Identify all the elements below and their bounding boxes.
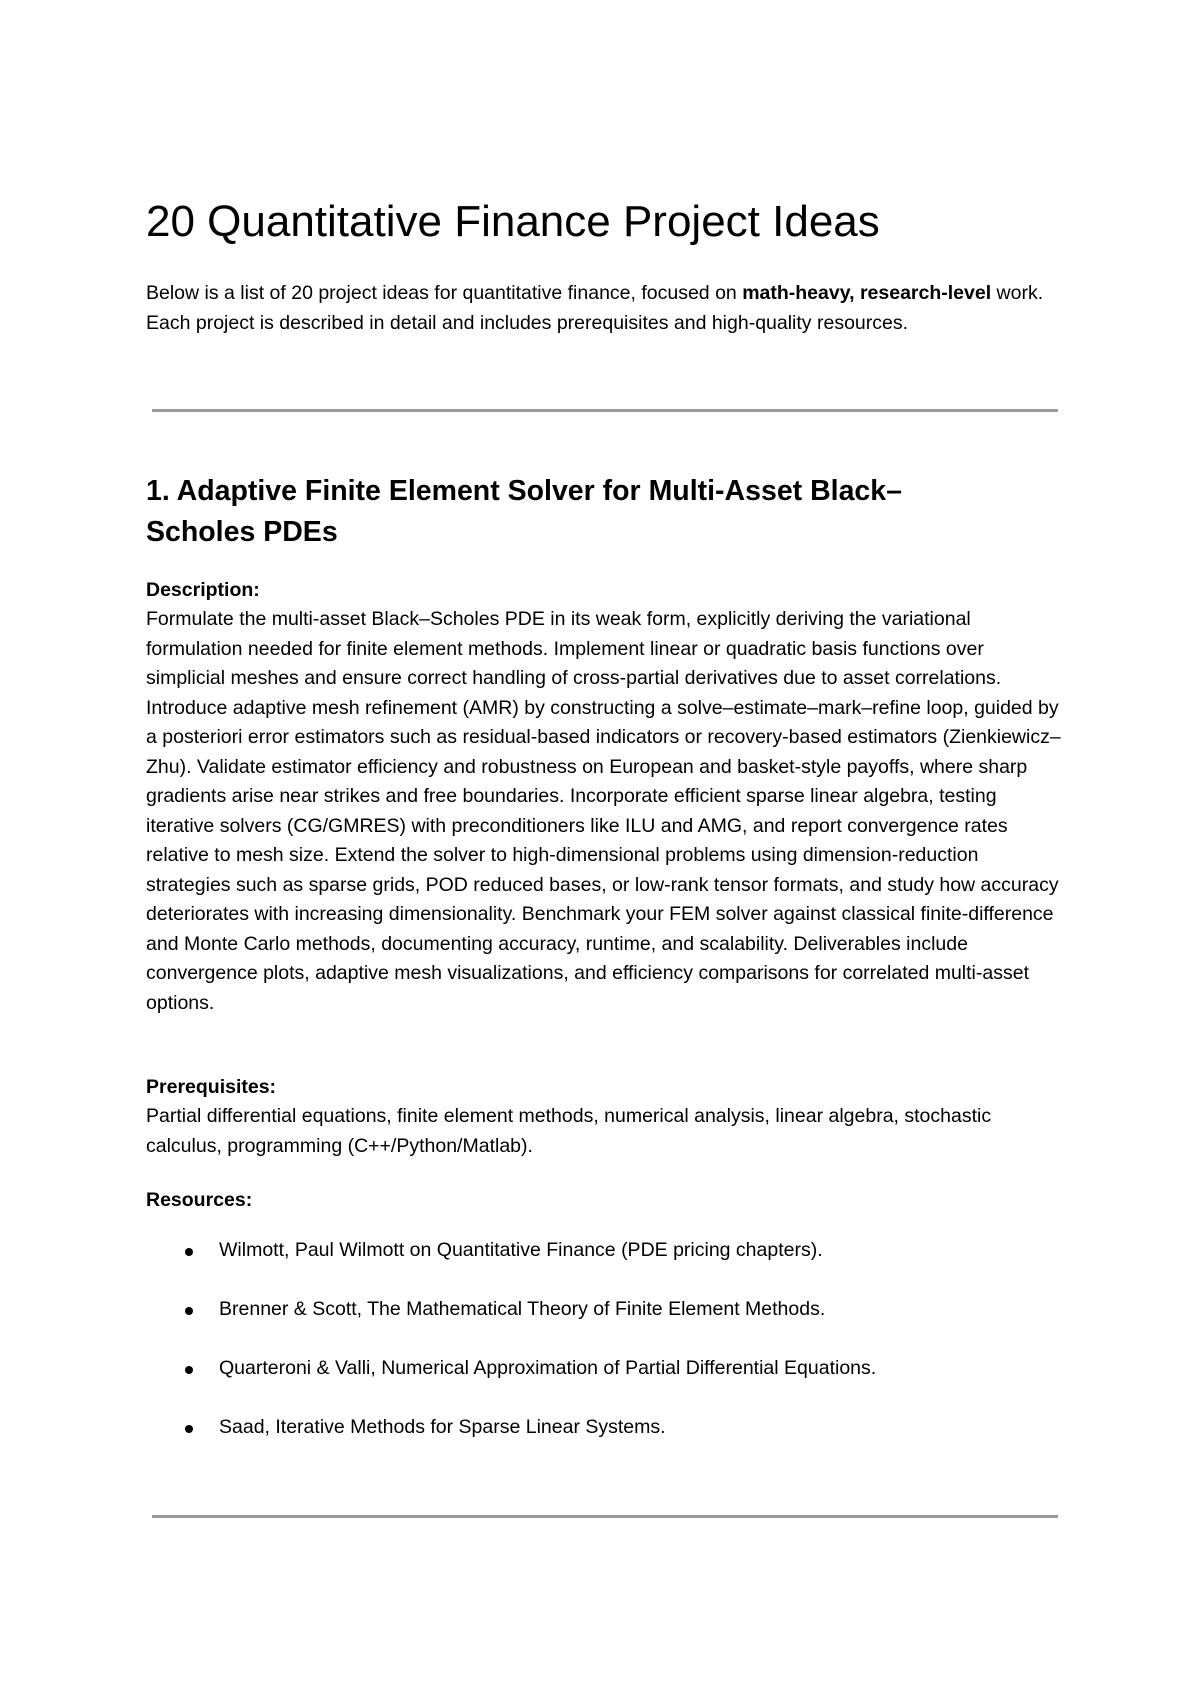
prerequisites-label: Prerequisites: — [146, 1076, 277, 1098]
prerequisites-text: Partial differential equations, finite element methods, numerical analysis, linear algebra, stochastic calculus, programming (C++/Python/Matlab). — [146, 1105, 992, 1157]
bullet-icon — [185, 1366, 193, 1374]
resources-list — [146, 1236, 1066, 1472]
horizontal-divider — [152, 409, 1058, 412]
project-heading: 1. Adaptive Finite Element Solver for Multi-Asset Black–Scholes PDEs — [146, 475, 902, 548]
list-item — [146, 1354, 1066, 1413]
resource-text: Saad, Iterative Methods for Sparse Linear Systems. — [219, 1416, 666, 1438]
resource-text: Wilmott, Paul Wilmott on Quantitative Finance (PDE pricing chapters). — [219, 1239, 823, 1261]
resource-text: Brenner & Scott, The Mathematical Theory of Finite Element Methods. — [219, 1298, 826, 1320]
resources-label: Resources: — [146, 1189, 253, 1211]
intro-paragraph — [146, 279, 1066, 338]
bullet-icon — [185, 1248, 193, 1256]
intro-text-after: work. Each project is described in detail and includes prerequisites and high-quality resources. — [146, 282, 1044, 334]
horizontal-divider — [152, 1515, 1058, 1518]
description-text: Formulate the multi-asset Black–Scholes PDE in its weak form, explicitly deriving the variational formulation needed for finite element methods. Implement linear or quadratic basis functions over simplicial meshes and ensure correct handling of cross-partial derivatives due to asset correlations. Introduce adaptive mesh refinement (AMR) by constructing a solve–estimate–mark–refine loop, guided by a posteriori error estimators such as residual-based indicators or recovery-based estimators (Zienkiewicz–Zhu). Validate estimator efficiency and robustness on European and basket-style payoffs, where sharp gradients arise near strikes and free boundaries. Incorporate efficient sparse linear algebra, testing iterative solvers (CG/GMRES) with preconditioners like ILU and AMG, and report convergence rates relative to mesh size. Extend the solver to high-dimensional problems using dimension-reduction strategies such as sparse grids, POD reduced bases, or low-rank tensor formats, and study how accuracy deteriorates with increasing dimensionality. Benchmark your FEM solver against classical finite-difference and Monte Carlo methods, documenting accuracy, runtime, and scalability. Deliverables include convergence plots, adaptive mesh visualizations, and efficiency comparisons for correlated multi-asset options. — [146, 608, 1061, 1014]
list-item — [146, 1295, 1066, 1354]
intro-text-before: Below is a list of 20 project ideas for quantitative finance, focused on — [146, 282, 743, 304]
resource-text: Quarteroni & Valli, Numerical Approximation of Partial Differential Equations. — [219, 1357, 877, 1379]
list-item — [146, 1413, 1066, 1472]
intro-text-bold: math-heavy, research-level — [742, 282, 992, 304]
description-label: Description: — [146, 579, 260, 601]
list-item — [146, 1236, 1066, 1295]
bullet-icon — [185, 1425, 193, 1433]
document-title: 20 Quantitative Finance Project Ideas — [146, 197, 880, 246]
bullet-icon — [185, 1307, 193, 1315]
